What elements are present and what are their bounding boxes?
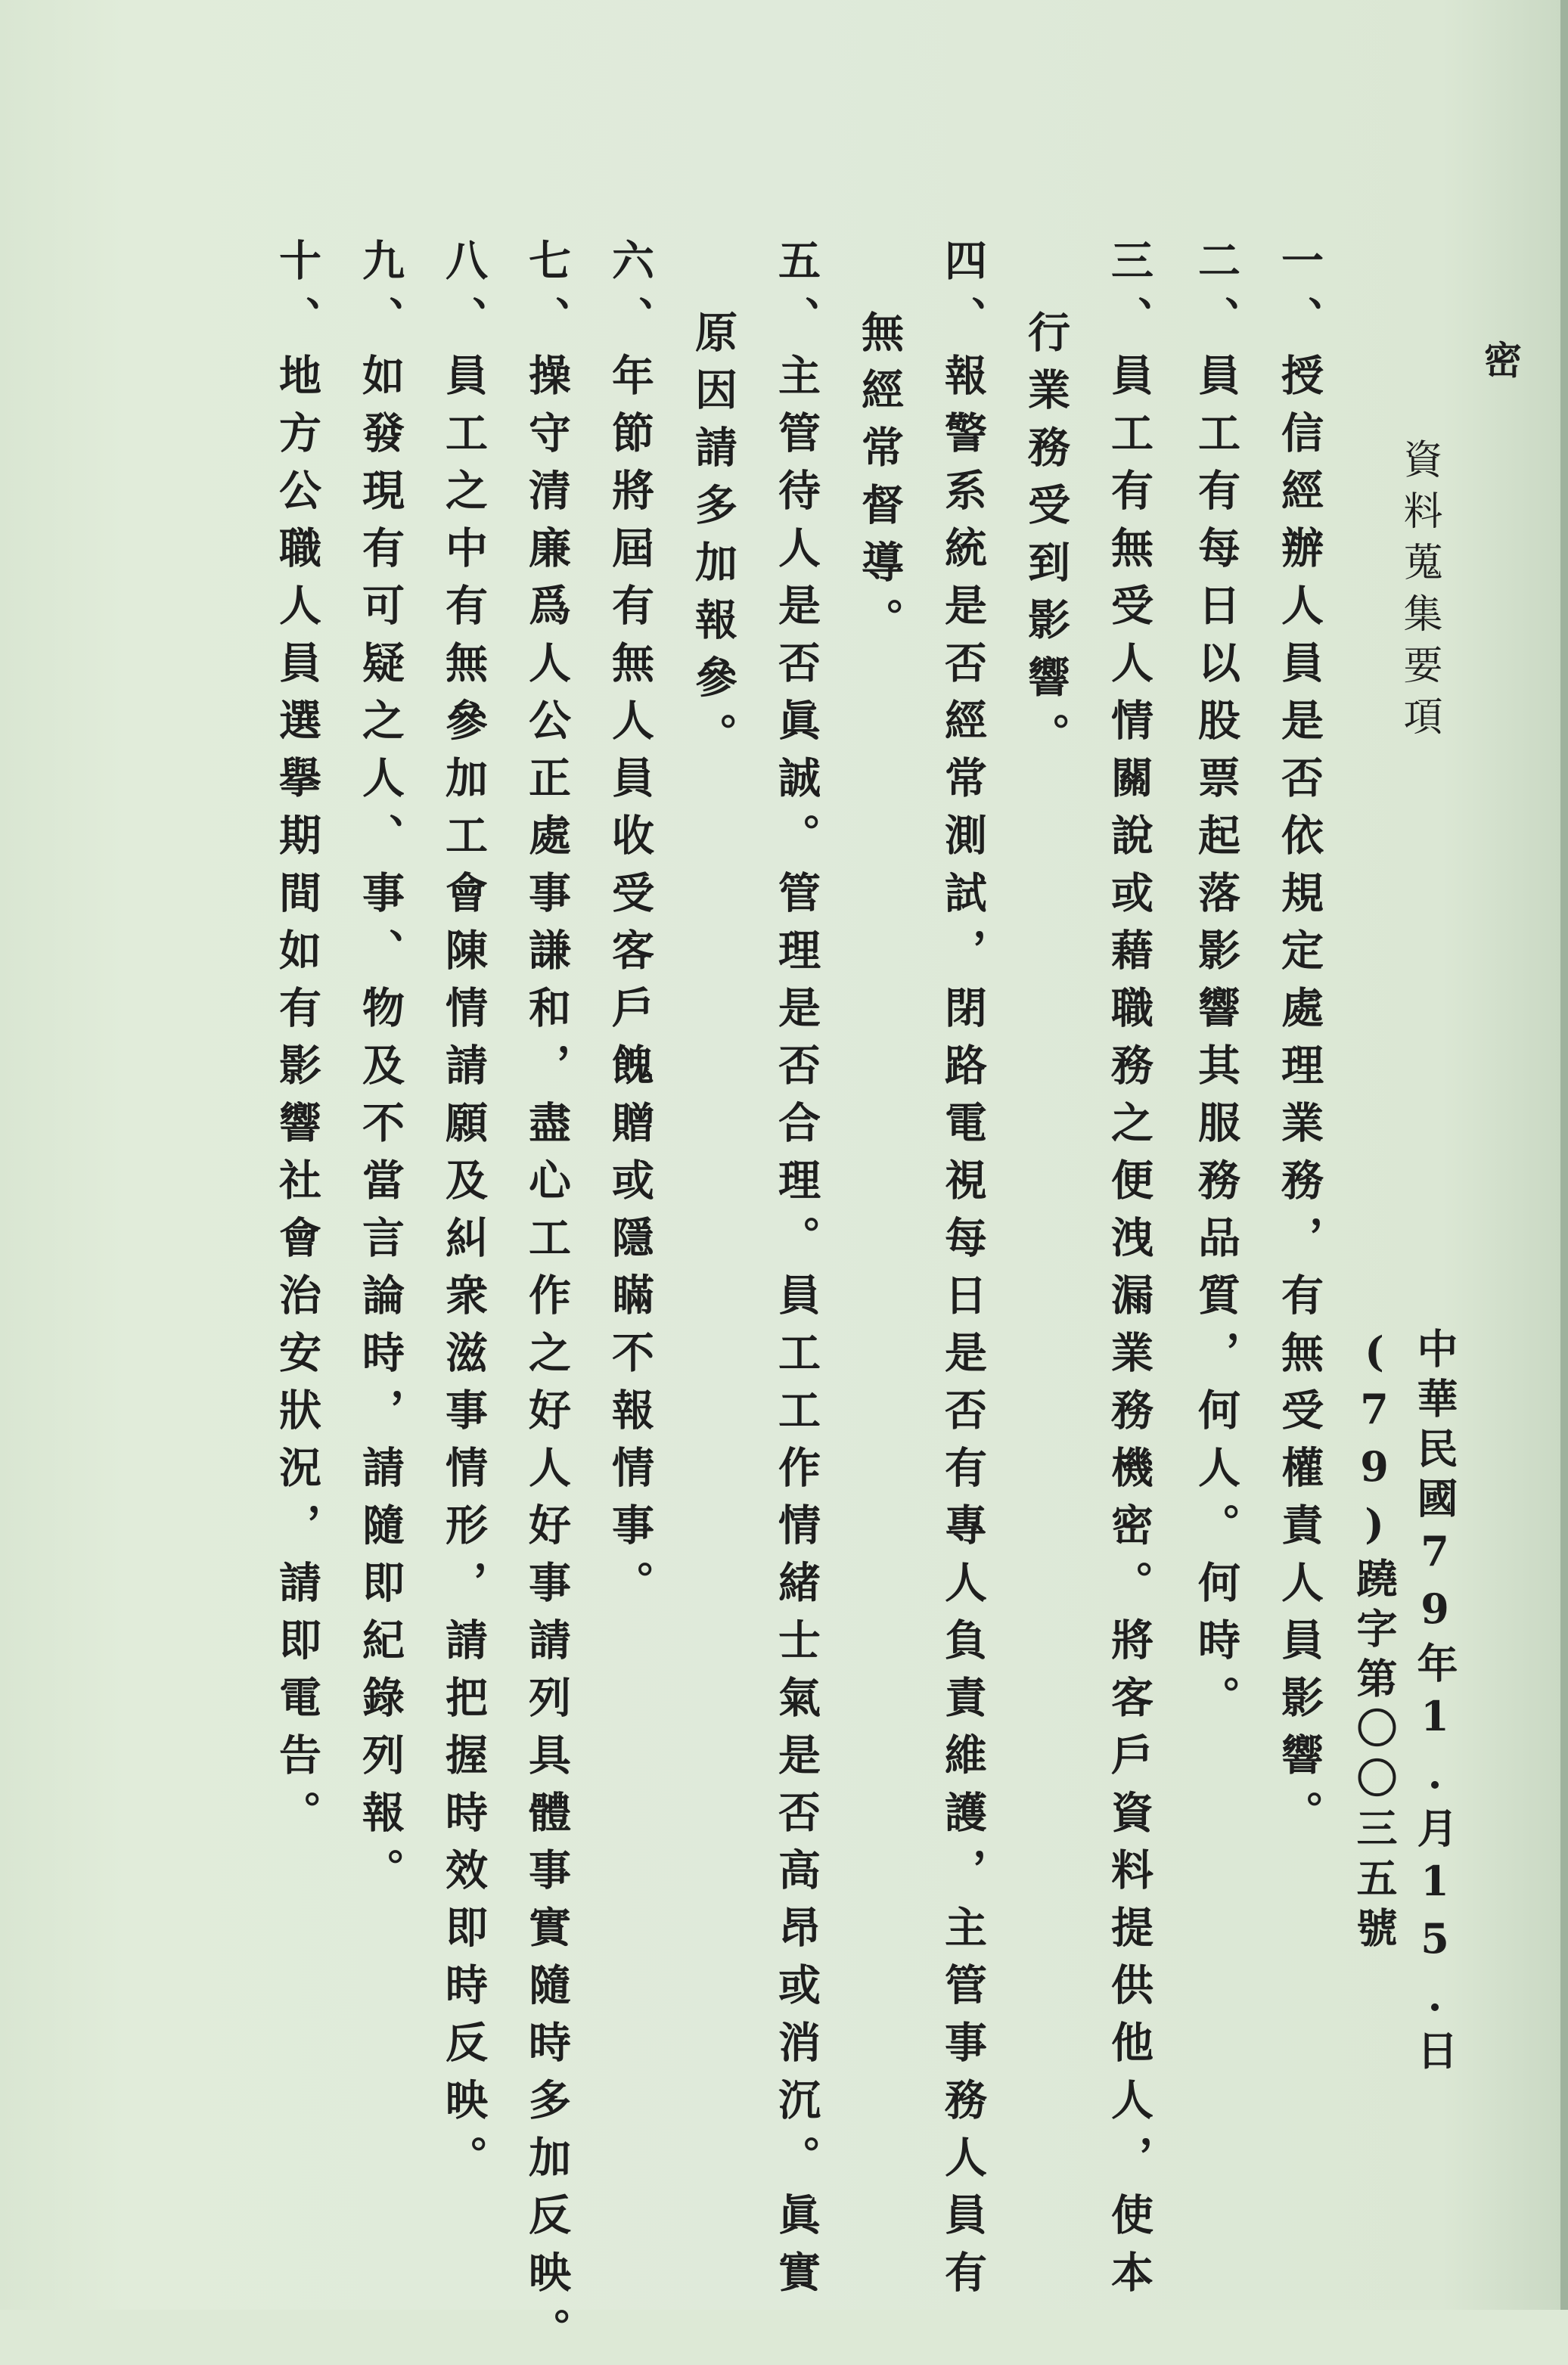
- document-reference-number: (79)蹺字第〇〇三五號: [1350, 1327, 1399, 1957]
- list-item-3-continued: 行業務受到影響。: [1021, 310, 1071, 770]
- list-item-9: 九、如發現有可疑之人、事、物及不當言論時，請隨即紀錄列報。: [356, 238, 405, 1905]
- list-item-5-continued: 原因請多加報參。: [688, 310, 738, 770]
- list-item-7: 七、操守清廉爲人公正處事謙和，盡心工作之好人好事請列具體事實隨時多加反映。: [522, 238, 572, 2365]
- list-item-5: 五、主管待人是否眞誠。管理是否合理。員工工作情緒士氣是否高昂或消沉。眞實: [772, 238, 821, 2308]
- list-item-8: 八、員工之中有無參加工會陳情請願及糾衆滋事情形，請把握時效即時反映。: [439, 238, 489, 2193]
- list-item-3: 三、員工有無受人情關說或藉職務之便洩漏業務機密。將客戶資料提供他人，使本: [1104, 238, 1154, 2308]
- list-item-2: 二、員工有每日以股票起落影響其服務品質，何人。何時。: [1191, 238, 1241, 1733]
- list-item-4: 四、報警系統是否經常測試，閉路電視每日是否有專人負責維護，主管事務人員有: [938, 238, 988, 2308]
- list-item-10: 十、地方公職人員選擧期間如有影響社會治安狀況，請即電告。: [272, 238, 322, 1848]
- list-item-4-continued: 無經常督導。: [855, 310, 905, 655]
- list-item-1: 一、授信經辦人員是否依規定處理業務，有無受權責人員影響。: [1275, 238, 1324, 1848]
- document-date: 中華民國79年1.月15.日: [1411, 1327, 1459, 2079]
- page-title: 資料蒐集要項: [1396, 439, 1442, 747]
- list-item-6: 六、年節將屆有無人員收受客戶餽贈或隱瞞不報情事。: [605, 238, 655, 1618]
- page-edge: [1560, 0, 1568, 2310]
- bleed-through-shadow: [121, 257, 168, 1165]
- classification-mark: 密: [1478, 340, 1523, 378]
